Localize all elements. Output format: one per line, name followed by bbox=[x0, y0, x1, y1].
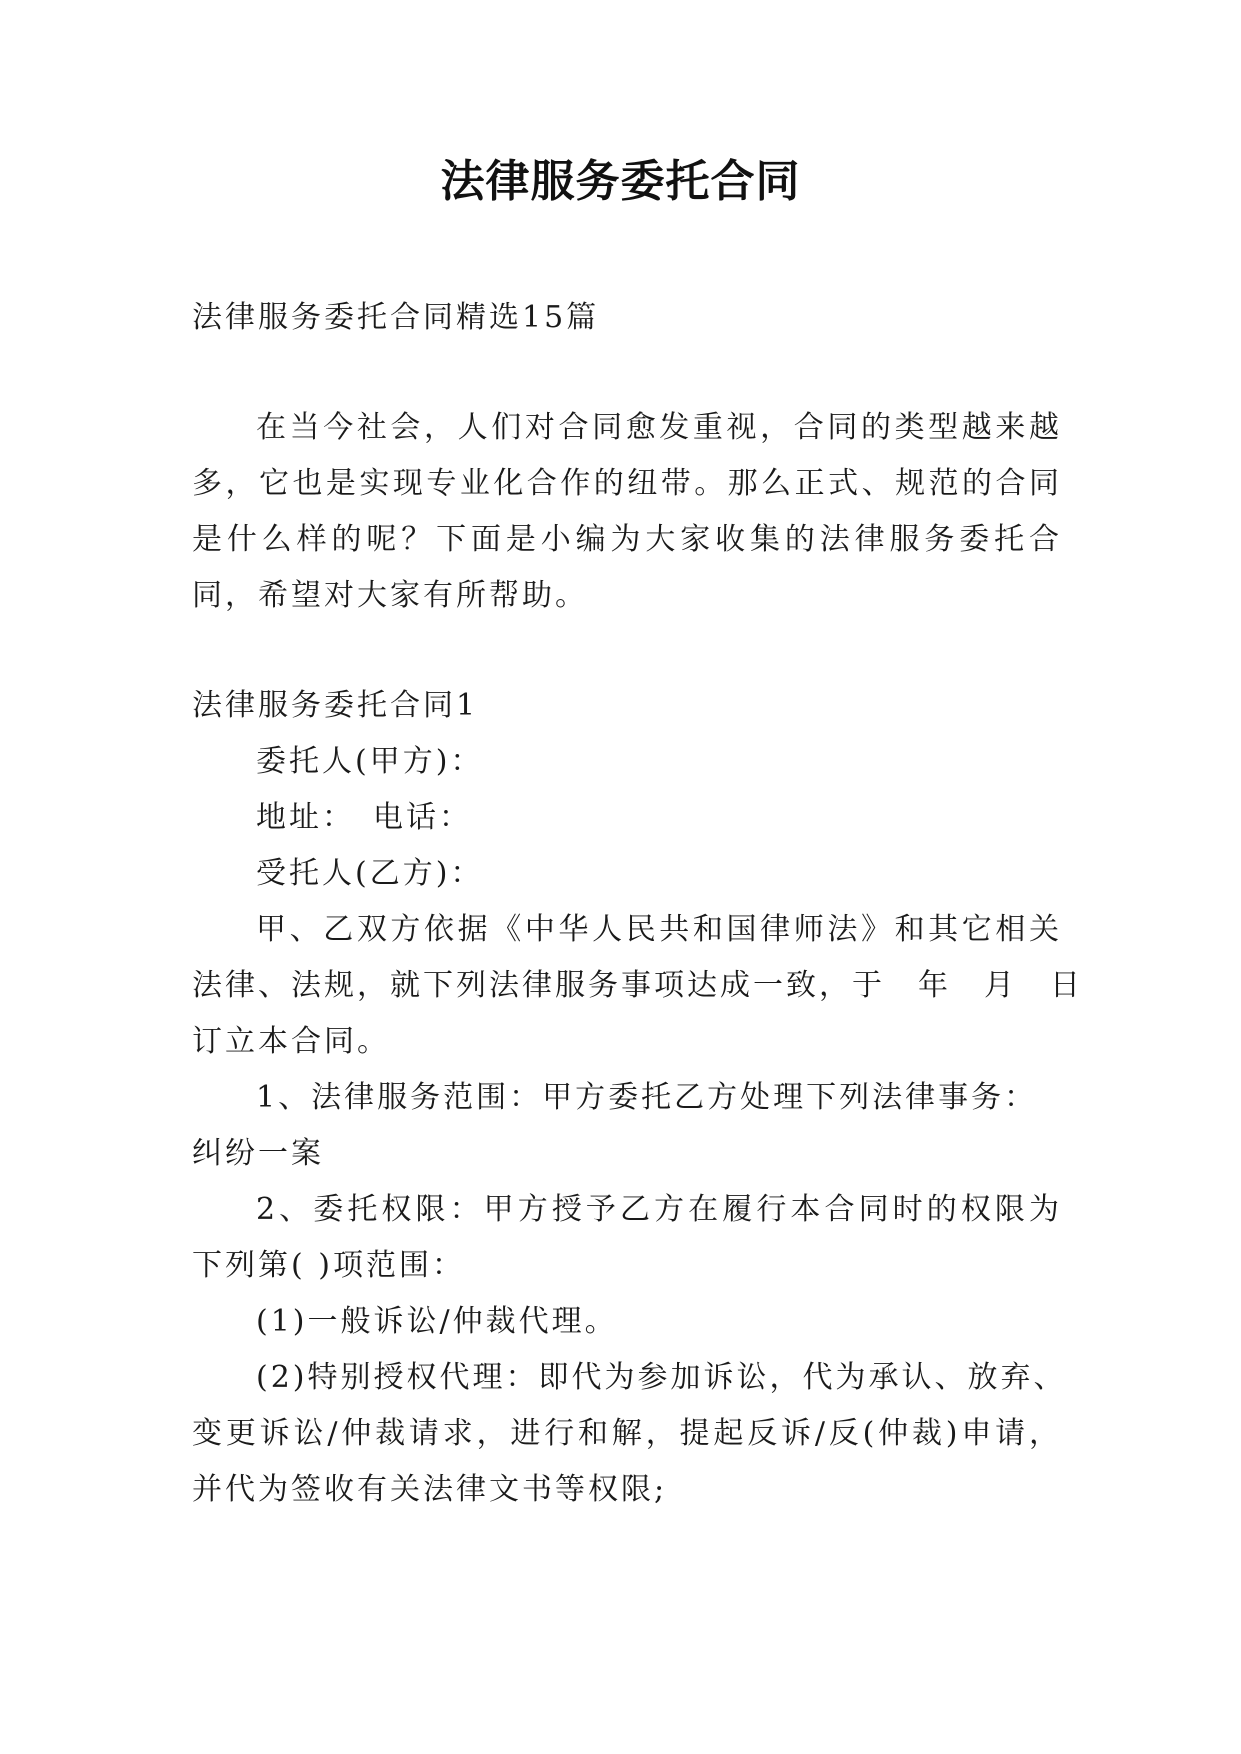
clause-2-line-1: 2、委托权限：甲方授予乙方在履行本合同时的权限为 bbox=[256, 1192, 1062, 1227]
item-2-line-1: (2)特别授权代理：即代为参加诉讼，代为承认、放弃、 bbox=[256, 1360, 1067, 1395]
clause-1-line-2: 纠纷一案 bbox=[192, 1136, 324, 1171]
basis-line-2: 法律、法规，就下列法律服务事项达成一致，于 年 月 日 bbox=[192, 968, 1083, 1003]
item-1-line: (1)一般诉讼/仲裁代理。 bbox=[256, 1304, 618, 1339]
intro-line-2: 多，它也是实现专业化合作的纽带。那么正式、规范的合同 bbox=[192, 466, 1062, 501]
address-phone-line: 地址： 电话： bbox=[256, 800, 472, 835]
intro-line-3: 是什么样的呢？下面是小编为大家收集的法律服务委托合 bbox=[192, 522, 1062, 557]
basis-line-3: 订立本合同。 bbox=[192, 1024, 390, 1059]
party-b-line: 受托人(乙方)： bbox=[256, 856, 484, 891]
intro-line-4: 同，希望对大家有所帮助。 bbox=[192, 578, 588, 613]
document-subtitle: 法律服务委托合同精选15篇 bbox=[192, 300, 600, 335]
section-heading: 法律服务委托合同1 bbox=[192, 688, 479, 723]
item-2-line-2: 变更诉讼/仲裁请求，进行和解，提起反诉/反(仲裁)申请， bbox=[192, 1416, 1062, 1451]
clause-1-line-1: 1、法律服务范围：甲方委托乙方处理下列法律事务： bbox=[256, 1080, 1038, 1115]
basis-line-1: 甲、乙双方依据《中华人民共和国律师法》和其它相关 bbox=[256, 912, 1062, 947]
party-a-line: 委托人(甲方)： bbox=[256, 744, 484, 779]
clause-2-line-2: 下列第( )项范围： bbox=[192, 1248, 465, 1283]
document-title: 法律服务委托合同 bbox=[440, 156, 801, 207]
item-2-line-3: 并代为签收有关法律文书等权限; bbox=[192, 1472, 668, 1507]
intro-line-1: 在当今社会，人们对合同愈发重视，合同的类型越来越 bbox=[256, 410, 1062, 445]
